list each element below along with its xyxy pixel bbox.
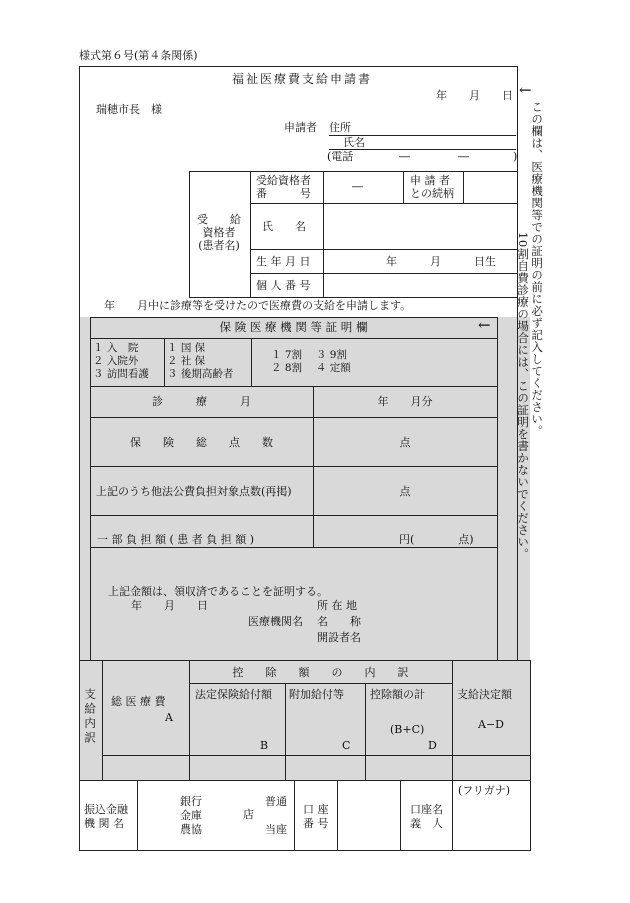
med-row-3 [90, 466, 497, 467]
pay-col-2 [189, 660, 190, 780]
account-types: 普通 当座 [265, 795, 287, 836]
phone-dash-2: ― [458, 150, 469, 163]
pay-top [79, 660, 530, 661]
deduction-title: 控 除 額 の 内 訳 [232, 666, 409, 679]
ratio-options: １ 7割 ３ 9割 ２ 8割 ４ 定額 [271, 349, 351, 374]
month-value: 年 月分 [377, 395, 433, 408]
frame-right-lower [530, 660, 531, 850]
other-points-label: 上記のうち他法公費負担対象点数(再掲) [96, 485, 292, 498]
total-medical-label: 総 医 療 費 [111, 695, 166, 708]
copay-value: 円( 点) [399, 533, 474, 546]
ben-row-2 [250, 249, 517, 250]
medical-section-title: 保 険 医 療 機 関 等 証 明 欄 [219, 320, 368, 334]
additional-label: 附加給付等 [289, 688, 344, 701]
address-label: 住所 [329, 121, 351, 134]
med-row-4 [90, 515, 497, 516]
personal-number-label: 個 人 番 号 [256, 279, 311, 292]
frame-top [79, 66, 517, 67]
med-title-line [90, 338, 497, 339]
opt-col-1 [164, 338, 165, 386]
ben-top [189, 171, 517, 172]
account-holder-label: 口座名 義 人 [410, 803, 443, 830]
decision-label: 支給決定額 [457, 688, 512, 701]
bank-col-5 [452, 780, 453, 850]
cert-number-value: ― [352, 180, 363, 193]
payment-side-label: 支給内訳 [83, 688, 98, 746]
arrow-left-icon-top: ← [519, 81, 532, 99]
med-row-2 [90, 417, 497, 418]
name-label: 氏名 [343, 136, 365, 149]
institution-label: 医療機関名 [248, 615, 303, 628]
points-label: 保 険 総 点 数 [130, 436, 273, 449]
month-label: 診 療 月 [152, 395, 251, 408]
account-number-label: 口 座 番 号 [303, 803, 329, 830]
receipt-date: 年 月 日 [131, 599, 208, 612]
cert-number-label: 受給資格者 番 号 [256, 174, 311, 200]
bank-col-2 [294, 780, 295, 850]
points-unit: 点 [399, 436, 411, 449]
med-left [90, 317, 91, 660]
furigana-label: (フリガナ) [458, 784, 511, 797]
pay-col-4 [365, 683, 366, 780]
pay-col-1 [102, 660, 103, 780]
ben-col-2 [323, 171, 324, 297]
copay-label: 一 部 負 担 額 ( 患 者 負 担 額 ) [97, 533, 255, 546]
bank-col-4 [400, 780, 401, 850]
med-top [90, 317, 497, 318]
med-row-5 [90, 547, 497, 548]
birth-date-value: 年 月 日生 [386, 255, 496, 268]
additional-letter: C [342, 739, 351, 752]
insurance-options: １ 国 保 ２ 社 保 ３ 後期高齢者 [167, 342, 234, 380]
ben-bottom [189, 297, 517, 298]
ben-row-3 [250, 273, 517, 274]
statutory-letter: B [260, 739, 269, 752]
bank-col-3 [337, 780, 338, 850]
arrow-left-icon-med: ← [478, 316, 491, 334]
relation-label: 申 請 者 との続柄 [410, 174, 454, 200]
other-points-unit: 点 [399, 485, 411, 498]
deduction-formula: (B+C) [390, 723, 425, 736]
pay-sub-top [189, 683, 452, 684]
phone-label: (電話 [327, 150, 354, 163]
decision-formula: A−D [478, 718, 504, 731]
pay-bottom [79, 780, 530, 781]
side-note-1: この欄は、医療機関等での証明の前に必ず記入してください。 [530, 101, 545, 437]
ben-col-1 [250, 171, 251, 297]
deduction-letter: D [428, 739, 437, 752]
frame-bottom [79, 850, 531, 851]
founder-label: 開設者名 [317, 631, 361, 644]
applicant-label: 申請者 [284, 121, 317, 134]
pay-col-3 [285, 683, 286, 780]
beneficiary-name-label: 氏 名 [262, 220, 306, 233]
bank-col-1 [137, 780, 138, 850]
addressee: 瑞穂市長 様 [96, 103, 162, 116]
birth-date-label: 生 年 月 日 [256, 255, 311, 268]
deduction-total-label: 控除額の計 [370, 688, 425, 701]
apply-statement: 年 月中に診療等を受けたので医療費の支給を申請します。 [104, 299, 412, 312]
branch-types: 店 [243, 808, 254, 821]
name-line [329, 149, 516, 150]
opt-col-2 [251, 338, 252, 386]
page-title: 福祉医療費支給申請書 [232, 72, 373, 86]
bank-institution-label: 振込金融 機 関 名 [84, 803, 128, 830]
institution-name-label: 名 称 [317, 615, 361, 628]
med-right [497, 317, 498, 660]
pay-row-mid [102, 755, 530, 756]
phone-close: ) [513, 150, 518, 163]
ben-col-4 [463, 171, 464, 203]
total-medical-letter: A [165, 711, 173, 724]
frame-left [79, 66, 80, 850]
beneficiary-group-label: 受 給 資格者 (患者名) [197, 213, 241, 252]
location-label: 所 在 地 [317, 599, 357, 612]
admission-options: １ 入 院 ２ 入院外 ３ 訪問看護 [93, 342, 149, 380]
ben-col-3 [403, 171, 404, 203]
form-number: 様式第６号(第４条関係) [79, 49, 198, 62]
statutory-label: 法定保険給付額 [195, 688, 272, 701]
receipt-statement: 上記金額は、領収済であることを証明する。 [108, 585, 328, 598]
ben-row-1 [250, 203, 517, 204]
med-row-1 [90, 386, 497, 387]
bank-types: 銀行 金庫 農協 [180, 795, 202, 836]
application-date: 年 月 日 [436, 89, 513, 102]
side-note-2: 10割自費診療の場合には、この証明を書かないでください。 [516, 232, 531, 560]
phone-dash-1: ― [399, 150, 410, 163]
pay-col-5 [452, 660, 453, 780]
